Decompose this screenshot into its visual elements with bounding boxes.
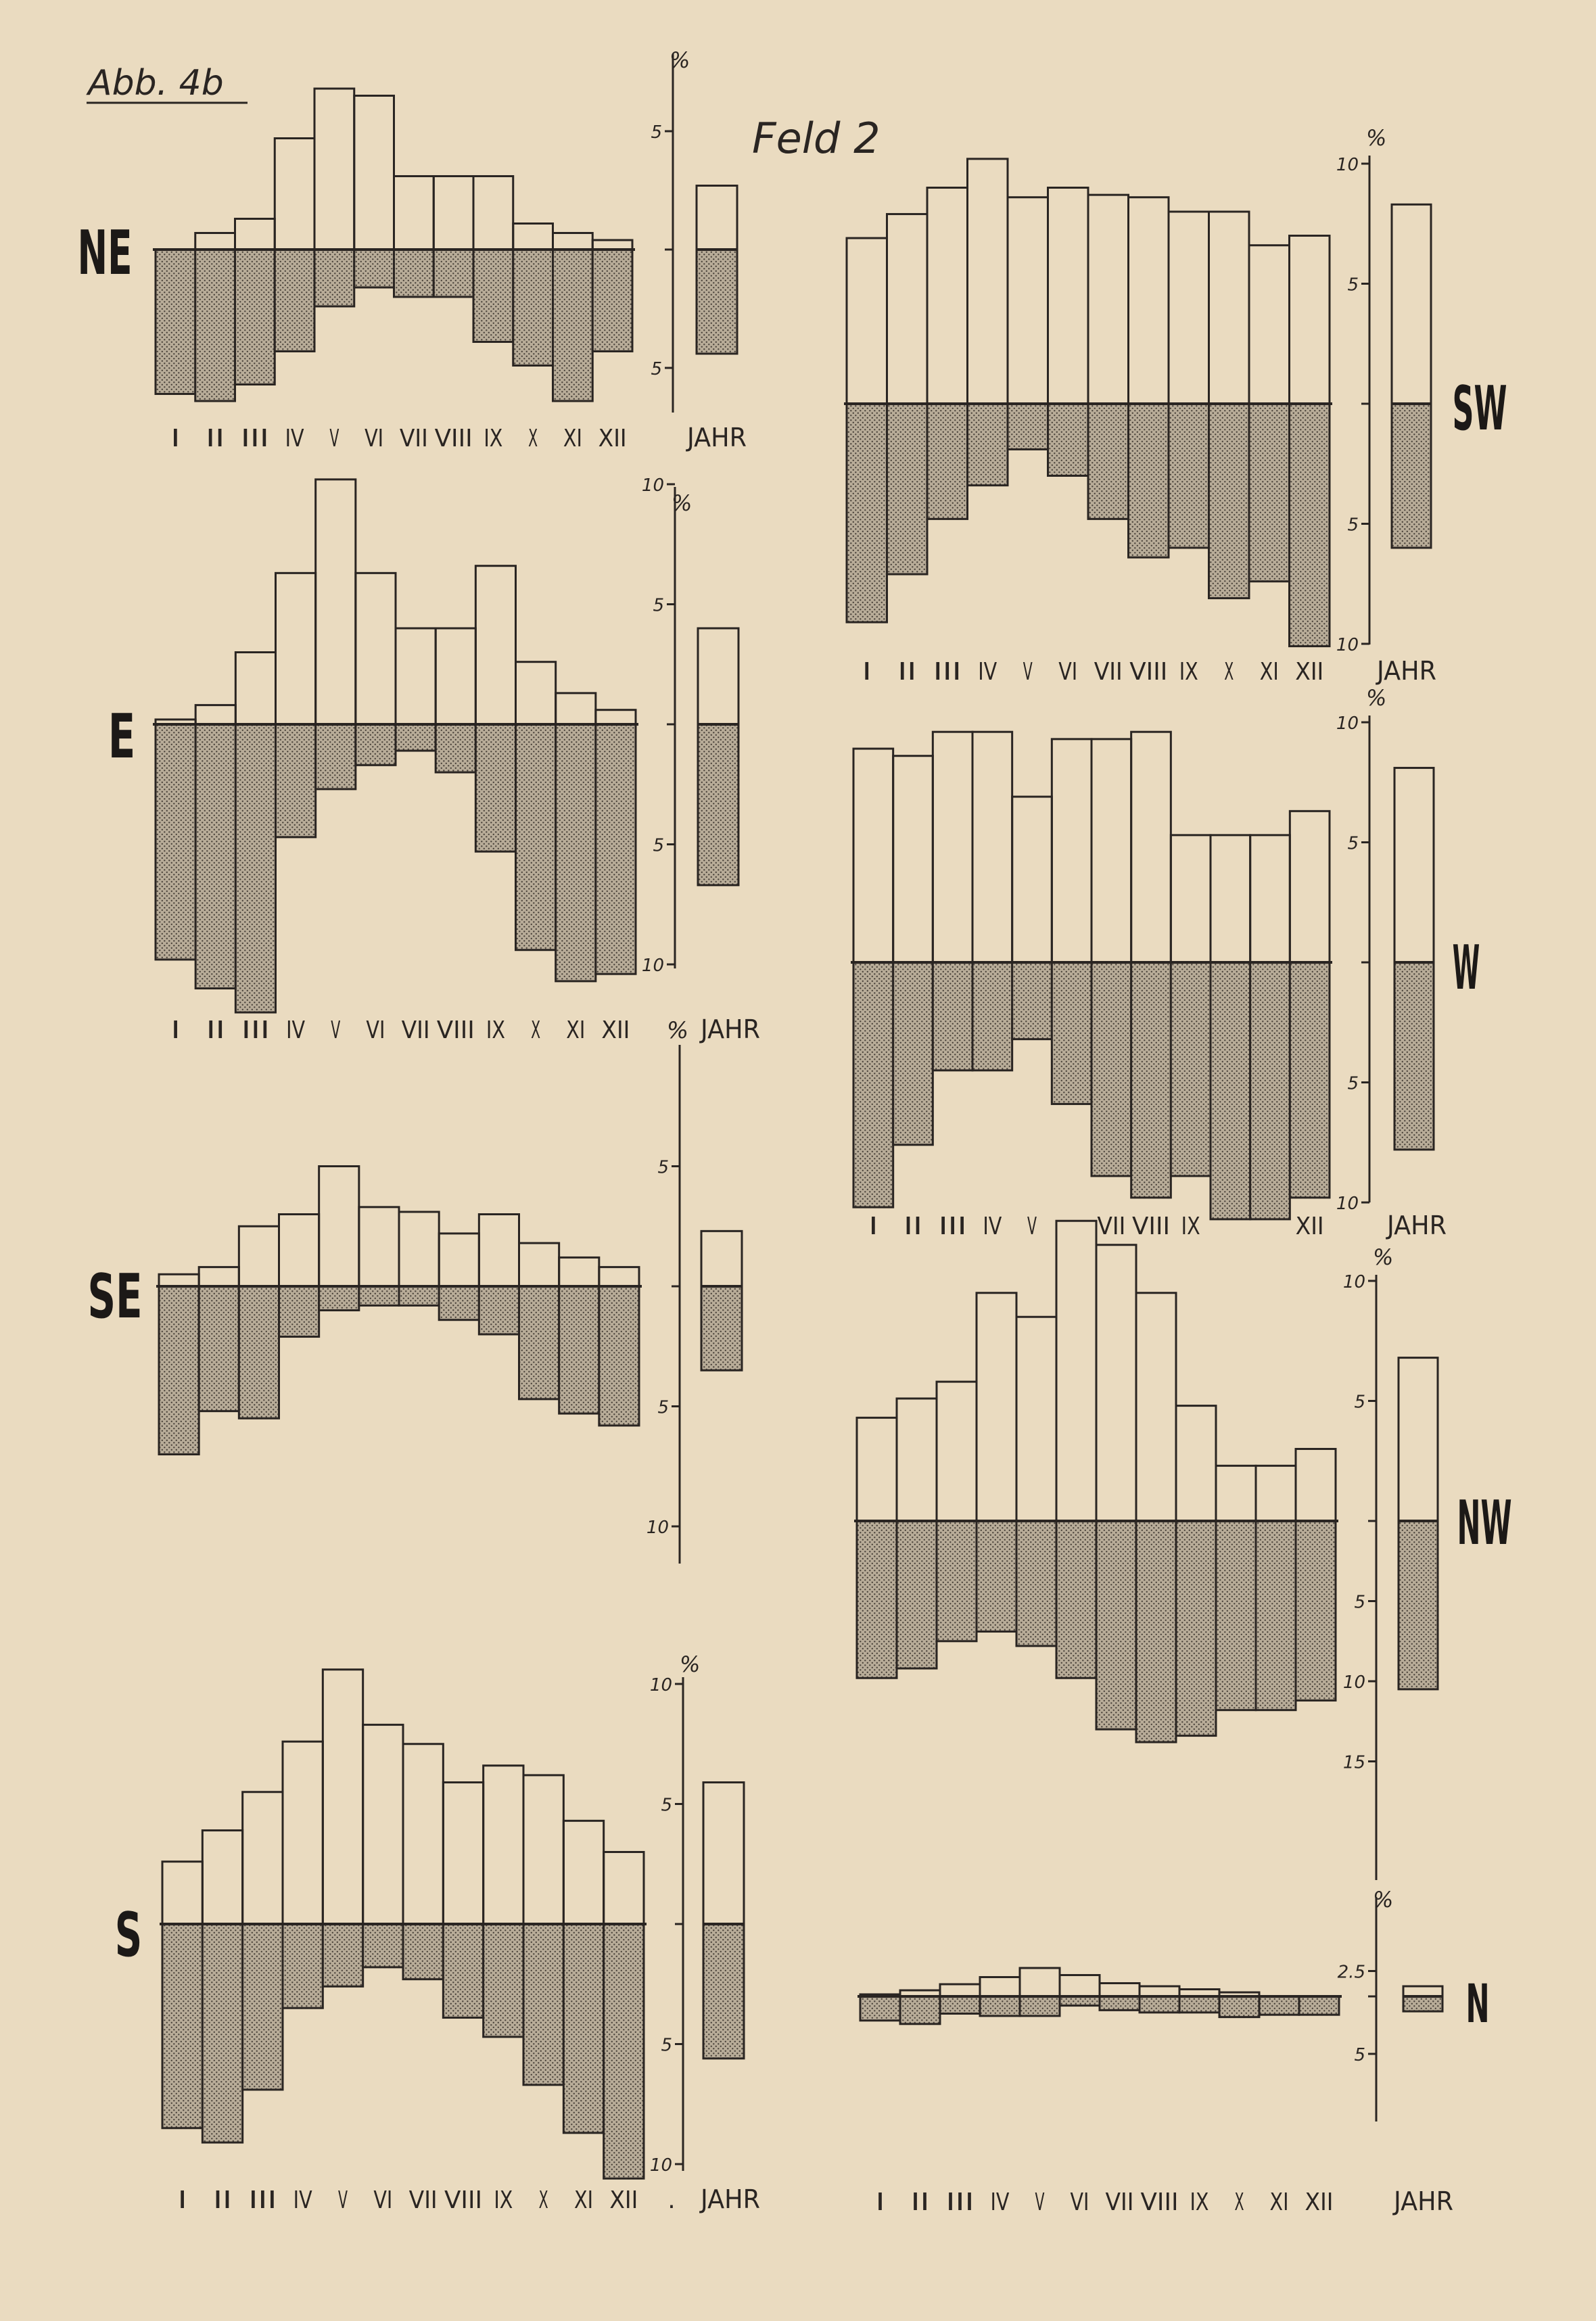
tick-label-up: 5 — [661, 1795, 672, 1816]
tick-label-down: 10 — [641, 956, 664, 976]
figure-label-text: Abb. 4b — [88, 63, 224, 103]
month-label-X: X — [538, 2186, 548, 2214]
month-label-VI: VI — [365, 425, 384, 452]
month-label-IX: IX — [1179, 658, 1198, 686]
percent-label-extra: % — [666, 1017, 689, 1044]
bar-lower-XI — [556, 724, 596, 981]
bar-year-lower — [1399, 1521, 1438, 1689]
month-label-VI: VI — [1058, 658, 1078, 686]
month-label-V: V — [1035, 2188, 1045, 2216]
bar-lower-VIII — [1140, 1996, 1179, 2013]
month-label-VI: VI — [366, 1016, 385, 1044]
bar-lower-XI — [559, 1286, 599, 1413]
tick-label-up: 5 — [651, 122, 662, 143]
direction-label: E — [108, 701, 136, 772]
tick-label-down: 5 — [1347, 515, 1359, 536]
month-label-V: V — [329, 425, 339, 452]
bar-lower-VII — [1096, 1521, 1136, 1729]
bar-lower-VI — [1060, 1996, 1100, 2006]
bar-lower-VIII — [443, 1924, 483, 2017]
month-label-VIII: VIII — [1129, 658, 1168, 686]
bar-lower-VII — [399, 1286, 439, 1305]
figure-label — [86, 63, 248, 103]
jahr-label: JAHR — [1392, 2186, 1453, 2216]
percent-label: % — [1366, 685, 1387, 711]
tick-label-down: 5 — [1354, 2045, 1365, 2065]
bar-lower-VI — [363, 1924, 403, 1967]
tick-label-up: 10 — [641, 475, 664, 496]
month-label-II: II — [206, 425, 225, 452]
bar-lower-V — [314, 250, 354, 306]
month-label-V: V — [1027, 1213, 1037, 1240]
bar-lower-VI — [359, 1286, 399, 1305]
percent-label: % — [672, 490, 693, 516]
bar-lower-IV — [968, 404, 1008, 486]
bar-lower-VII — [403, 1924, 443, 1979]
bar-lower-II — [195, 724, 235, 989]
direction-label: SW — [1452, 373, 1507, 444]
month-label-III: III — [933, 658, 962, 686]
bar-lower-V — [1012, 962, 1052, 1039]
bar-lower-VII — [1092, 962, 1131, 1176]
tick-label-down: 5 — [651, 359, 662, 379]
bar-lower-III — [940, 1996, 980, 2014]
bar-lower-IV — [276, 724, 316, 837]
bar-lower-VI — [1056, 1521, 1096, 1678]
month-label-XII: XII — [1295, 1213, 1324, 1240]
bar-year-lower — [1394, 962, 1434, 1150]
bar-lower-X — [1209, 404, 1250, 599]
bar-lower-VIII — [436, 724, 475, 772]
bar-year-lower — [698, 724, 738, 885]
bar-year-lower — [701, 1286, 742, 1370]
bar-lower-III — [235, 250, 275, 385]
bar-lower-XI — [563, 1924, 603, 2133]
month-label-I: I — [862, 658, 872, 686]
month-label-XI: XI — [574, 2186, 593, 2214]
month-label-I: I — [170, 425, 181, 452]
tick-label-up: 5 — [1354, 1392, 1365, 1413]
month-label-IV: IV — [285, 425, 304, 452]
tick-label-down: 10 — [1336, 635, 1359, 655]
bar-lower-XII — [604, 1924, 644, 2178]
direction-label: N — [1465, 1974, 1490, 2035]
bar-lower-X — [1219, 1996, 1259, 2017]
bar-lower-XII — [1290, 962, 1330, 1198]
month-label-XI: XI — [566, 1016, 586, 1044]
bar-lower-VIII — [1129, 404, 1169, 557]
bar-lower-XII — [1296, 1521, 1336, 1700]
month-label-IV: IV — [286, 1016, 306, 1044]
tick-label-down: 15 — [1342, 1752, 1365, 1773]
month-label-II: II — [897, 658, 917, 686]
jahr-label: JAHR — [699, 2184, 760, 2214]
bar-lower-IV — [283, 1924, 323, 2008]
bar-lower-III — [235, 724, 275, 1012]
bar-lower-V — [319, 1286, 359, 1311]
bar-lower-IX — [1179, 1996, 1219, 2013]
month-label-IX: IX — [1181, 1213, 1200, 1240]
bar-lower-II — [199, 1286, 239, 1411]
jahr-label: JAHR — [699, 1014, 760, 1044]
bar-lower-V — [1020, 1996, 1060, 2016]
month-label-III: III — [240, 425, 269, 452]
month-label-IV: IV — [293, 2186, 312, 2214]
month-label-XII: XII — [1295, 658, 1324, 686]
direction-label: W — [1452, 933, 1480, 1004]
month-label-I: I — [177, 2186, 187, 2214]
month-label-X: X — [1234, 2188, 1244, 2216]
bar-lower-XI — [1259, 1996, 1299, 2015]
bar-lower-IX — [1169, 404, 1209, 548]
bar-lower-X — [523, 1924, 563, 2085]
bar-lower-IX — [475, 724, 515, 851]
percent-label: % — [670, 47, 690, 73]
tick-label-down: 10 — [1336, 1194, 1359, 1214]
month-label-II: II — [213, 2186, 232, 2214]
month-label-I: I — [170, 1016, 181, 1044]
month-label-VII: VII — [401, 1016, 430, 1044]
tick-label-up: 5 — [1347, 275, 1359, 296]
bar-lower-III — [239, 1286, 279, 1418]
month-label-VII: VII — [399, 425, 428, 452]
bar-lower-XII — [1290, 404, 1330, 647]
bar-lower-VI — [354, 250, 394, 287]
tick-label-down: 5 — [661, 2035, 672, 2056]
month-label-VII: VII — [1097, 1213, 1126, 1240]
month-label-IV: IV — [978, 658, 998, 686]
percent-label: % — [1366, 125, 1387, 151]
bar-lower-VI — [1048, 404, 1089, 476]
month-label-VIII: VIII — [1140, 2188, 1179, 2216]
bar-lower-XI — [1249, 404, 1290, 582]
bar-year-lower — [703, 1924, 744, 2059]
month-label-II: II — [206, 1016, 225, 1044]
percent-label: % — [1373, 1887, 1394, 1913]
bar-lower-V — [1008, 404, 1048, 449]
bar-lower-IV — [980, 1996, 1020, 2016]
bar-year-lower — [697, 250, 737, 354]
month-label-X: X — [1224, 658, 1234, 686]
bar-lower-II — [900, 1996, 940, 2024]
month-label-IX: IX — [494, 2186, 513, 2214]
bar-lower-XII — [596, 724, 636, 974]
bar-lower-VIII — [433, 250, 473, 297]
bar-year-lower — [1392, 404, 1431, 548]
tick-label-up: 5 — [653, 595, 664, 616]
bar-lower-X — [1216, 1521, 1256, 1710]
bar-lower-IV — [977, 1521, 1016, 1632]
bar-lower-VII — [1088, 404, 1129, 519]
bar-lower-I — [857, 1521, 897, 1678]
bar-lower-III — [933, 962, 972, 1071]
bar-lower-I — [156, 724, 195, 960]
tick-label-up: 5 — [657, 1157, 669, 1178]
month-label-XII: XII — [598, 425, 627, 452]
month-label-III: III — [248, 2186, 277, 2214]
month-label-III: III — [241, 1016, 270, 1044]
bar-lower-VII — [394, 250, 434, 297]
month-label-I: I — [875, 2188, 885, 2216]
month-label-II: II — [910, 2188, 930, 2216]
bar-lower-XI — [1250, 962, 1290, 1219]
bar-lower-X — [519, 1286, 559, 1399]
bar-lower-XI — [1256, 1521, 1296, 1710]
bar-lower-VIII — [439, 1286, 479, 1320]
bar-lower-II — [202, 1924, 242, 2142]
month-label-V: V — [1023, 658, 1033, 686]
month-label-X: X — [531, 1016, 541, 1044]
bar-lower-II — [887, 404, 928, 574]
bar-lower-II — [195, 250, 235, 401]
bar-lower-X — [1211, 962, 1250, 1219]
field-label: Feld 2 — [752, 114, 881, 163]
tick-label-down: 10 — [1342, 1672, 1365, 1693]
bar-lower-X — [513, 250, 553, 366]
bar-lower-II — [893, 962, 933, 1145]
month-label-XII: XII — [1305, 2188, 1334, 2216]
bar-lower-V — [1016, 1521, 1056, 1646]
month-label-IX: IX — [484, 425, 503, 452]
bar-lower-IX — [473, 250, 513, 342]
bar-lower-I — [860, 1996, 900, 2021]
bar-lower-XII — [1299, 1996, 1339, 2015]
direction-label: NW — [1457, 1488, 1512, 1559]
month-label-III: III — [945, 2188, 975, 2216]
bar-lower-IV — [972, 962, 1012, 1071]
bar-lower-VIII — [1136, 1521, 1176, 1742]
bar-lower-VII — [396, 724, 436, 751]
bar-lower-IX — [484, 1924, 523, 2037]
bar-lower-I — [156, 250, 195, 394]
bar-lower-IV — [275, 250, 314, 352]
bar-lower-V — [316, 724, 356, 789]
tick-label-down: 5 — [653, 835, 664, 856]
direction-label: SE — [87, 1261, 143, 1332]
tick-label-up: 10 — [1336, 713, 1359, 734]
month-label-IV: IV — [983, 1213, 1002, 1240]
tick-label-down: 5 — [1347, 1073, 1359, 1094]
month-label-XII: XII — [601, 1016, 630, 1044]
month-label-IX: IX — [1190, 2188, 1209, 2216]
month-label-V: V — [331, 1016, 341, 1044]
month-label-VIII: VIII — [436, 1016, 475, 1044]
bar-lower-IX — [479, 1286, 519, 1334]
bar-lower-XII — [592, 250, 632, 352]
dot-mark: . — [667, 2186, 676, 2214]
month-label-XI: XI — [1269, 2188, 1289, 2216]
bar-lower-V — [323, 1924, 362, 1986]
bar-lower-I — [847, 404, 887, 622]
bar-lower-IX — [1176, 1521, 1216, 1736]
month-label-II: II — [903, 1213, 922, 1240]
bar-lower-XI — [553, 250, 593, 401]
bar-lower-I — [853, 962, 893, 1207]
month-label-VI: VI — [373, 2186, 393, 2214]
bar-lower-XII — [599, 1286, 639, 1426]
tick-label-down: 5 — [657, 1397, 669, 1418]
jahr-label: JAHR — [1386, 1211, 1447, 1240]
percent-label: % — [1373, 1244, 1394, 1270]
month-label-V: V — [338, 2186, 348, 2214]
bar-lower-VII — [1100, 1996, 1140, 2010]
month-label-IV: IV — [990, 2188, 1010, 2216]
bar-lower-III — [937, 1521, 977, 1641]
direction-label: S — [114, 1900, 143, 1971]
bar-lower-III — [927, 404, 968, 519]
tick-label-up: 2.5 — [1337, 1962, 1365, 1983]
bar-lower-I — [159, 1286, 199, 1455]
month-label-III: III — [938, 1213, 967, 1240]
month-label-X: X — [528, 425, 538, 452]
month-label-XI: XI — [1259, 658, 1279, 686]
bar-lower-VIII — [1131, 962, 1171, 1198]
month-label-IX: IX — [486, 1016, 505, 1044]
tick-label-down: 10 — [649, 2155, 672, 2176]
month-label-XI: XI — [563, 425, 582, 452]
month-label-VI: VI — [1070, 2188, 1089, 2216]
tick-label-up: 5 — [1347, 833, 1359, 854]
month-label-XII: XII — [609, 2186, 638, 2214]
month-label-VIII: VIII — [434, 425, 473, 452]
tick-label-up: 10 — [649, 1675, 672, 1695]
tick-label-up: 10 — [1342, 1272, 1365, 1292]
month-label-VII: VII — [1094, 658, 1123, 686]
month-label-VIII: VIII — [1132, 1213, 1170, 1240]
month-label-I: I — [868, 1213, 878, 1240]
bar-lower-X — [516, 724, 556, 950]
month-label-VIII: VIII — [444, 2186, 482, 2214]
month-label-VII: VII — [1105, 2188, 1134, 2216]
tick-label-down: 5 — [1354, 1592, 1365, 1613]
bar-lower-III — [243, 1924, 283, 2090]
bar-lower-VI — [1052, 962, 1092, 1104]
percent-label: % — [680, 1651, 701, 1677]
month-label-VII: VII — [408, 2186, 438, 2214]
bar-lower-I — [162, 1924, 202, 2128]
tick-label-down: 10 — [646, 1518, 669, 1538]
bar-lower-IX — [1171, 962, 1211, 1176]
tick-label-up: 10 — [1336, 155, 1359, 175]
jahr-label: JAHR — [686, 423, 747, 452]
bar-lower-IV — [279, 1286, 319, 1337]
direction-label: NE — [77, 218, 133, 289]
bar-lower-II — [897, 1521, 937, 1668]
jahr-label: JAHR — [1376, 656, 1436, 686]
bar-year-lower — [1403, 1996, 1442, 2011]
bar-lower-VI — [356, 724, 396, 765]
